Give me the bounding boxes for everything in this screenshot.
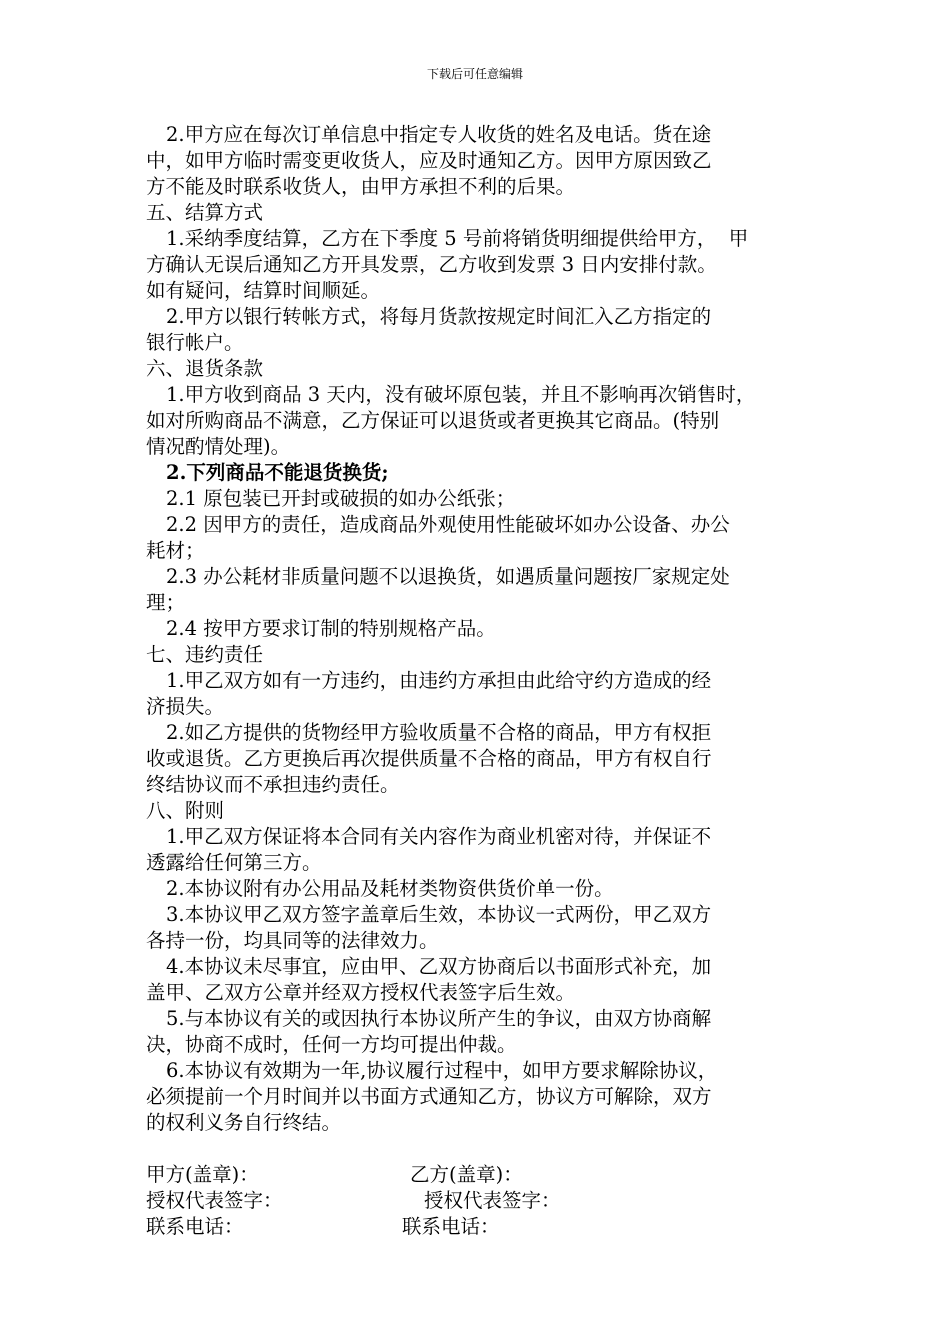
paragraph-line: 透露给任何第三方。: [146, 851, 322, 874]
paragraph-line: 2.甲方应在每次订单信息中指定专人收货的姓名及电话。货在途: [166, 123, 712, 146]
party-a-seal-label: 甲方(盖章)：: [146, 1163, 259, 1186]
paragraph-line: 2.甲方以银行转帐方式，将每月货款按规定时间汇入乙方指定的: [166, 305, 712, 328]
paragraph-line: 2.如乙方提供的货物经甲方验收质量不合格的商品，甲方有权拒: [166, 721, 712, 744]
party-a-phone-label: 联系电话：: [146, 1215, 244, 1238]
paragraph-line: 1.甲乙双方保证将本合同有关内容作为商业机密对待，并保证不: [166, 825, 712, 848]
paragraph-line: 5.与本协议有关的或因执行本协议所产生的争议，由双方协商解: [166, 1007, 712, 1030]
spacer: [146, 1136, 826, 1162]
paragraph-line: 收或退货。乙方更换后再次提供质量不合格的商品，甲方有权自行: [146, 747, 712, 770]
paragraph-line: 如对所购商品不满意，乙方保证可以退货或者更换其它商品。(特别: [146, 409, 720, 432]
signature-row-representative: [146, 1188, 826, 1214]
paragraph-line: 济损失。: [146, 695, 225, 718]
paragraph-line: 中，如甲方临时需变更收货人，应及时通知乙方。因甲方原因致乙: [146, 149, 712, 172]
paragraph-line: 决，协商不成时，任何一方均可提出仲裁。: [146, 1033, 517, 1056]
party-b-phone-label: 联系电话：: [402, 1215, 500, 1238]
paragraph-line: 2.2 因甲方的责任，造成商品外观使用性能破坏如办公设备、办公: [166, 513, 730, 536]
paragraph-line: 情况酌情处理)。: [146, 435, 291, 458]
page-header: 下载后可任意编辑: [426, 67, 523, 81]
paragraph-line: 盖甲、乙双方公章并经双方授权代表签字后生效。: [146, 981, 576, 1004]
section-heading: 六、退货条款: [146, 357, 264, 380]
paragraph-line: 1.甲方收到商品 3 天内，没有破坏原包装，并且不影响再次销售时，: [166, 383, 756, 406]
party-a-rep-label: 授权代表签字：: [146, 1189, 283, 1212]
paragraph-line: 终结协议而不承担违约责任。: [146, 773, 400, 796]
section-heading: 七、违约责任: [146, 643, 264, 666]
paragraph-line: 2.3 办公耗材非质量问题不以退换货，如遇质量问题按厂家规定处: [166, 565, 730, 588]
paragraph-line: 2.本协议附有办公用品及耗材类物资供货价单一份。: [166, 877, 614, 900]
paragraph-line: 的权利义务自行终结。: [146, 1111, 342, 1134]
paragraph-line: 4.本协议未尽事宜，应由甲、乙双方协商后以书面形式补充，加: [166, 955, 712, 978]
paragraph-line: 各持一份，均具同等的法律效力。: [146, 929, 439, 952]
paragraph-line: 1.甲乙双方如有一方违约，由违约方承担由此给守约方造成的经: [166, 669, 712, 692]
document-body: [146, 122, 826, 1240]
party-b-rep-label: 授权代表签字：: [424, 1189, 561, 1212]
paragraph-line: 理；: [146, 591, 186, 614]
signature-row-phone: [146, 1214, 826, 1240]
paragraph-line: 2.下列商品不能退货换货;: [166, 461, 389, 484]
section-heading: 五、结算方式: [146, 201, 264, 224]
paragraph-line: 如有疑问，结算时间顺延。: [146, 279, 381, 302]
paragraph-line: 1.采纳季度结算，乙方在下季度 5 号前将销货明细提供给甲方， 甲: [166, 227, 749, 250]
paragraph-line: 方不能及时联系收货人，由甲方承担不利的后果。: [146, 175, 576, 198]
paragraph-line: 银行帐户。: [146, 331, 244, 354]
paragraph-line: 2.4 按甲方要求订制的特别规格产品。: [166, 617, 496, 640]
section-heading: 八、附则: [146, 799, 225, 822]
paragraph-line: 方确认无误后通知乙方开具发票，乙方收到发票 3 日内安排付款。: [146, 253, 717, 276]
party-b-seal-label: 乙方(盖章)：: [410, 1163, 523, 1186]
paragraph-line: 6.本协议有效期为一年,协议履行过程中，如甲方要求解除协议，: [166, 1059, 718, 1082]
paragraph-line: 必须提前一个月时间并以书面方式通知乙方，协议方可解除，双方: [146, 1085, 712, 1108]
signature-row-seal: [146, 1162, 826, 1188]
paragraph-line: 耗材；: [146, 539, 205, 562]
paragraph-line: 2.1 原包装已开封或破损的如办公纸张；: [166, 487, 516, 510]
paragraph-line: 3.本协议甲乙双方签字盖章后生效，本协议一式两份，甲乙双方: [166, 903, 712, 926]
